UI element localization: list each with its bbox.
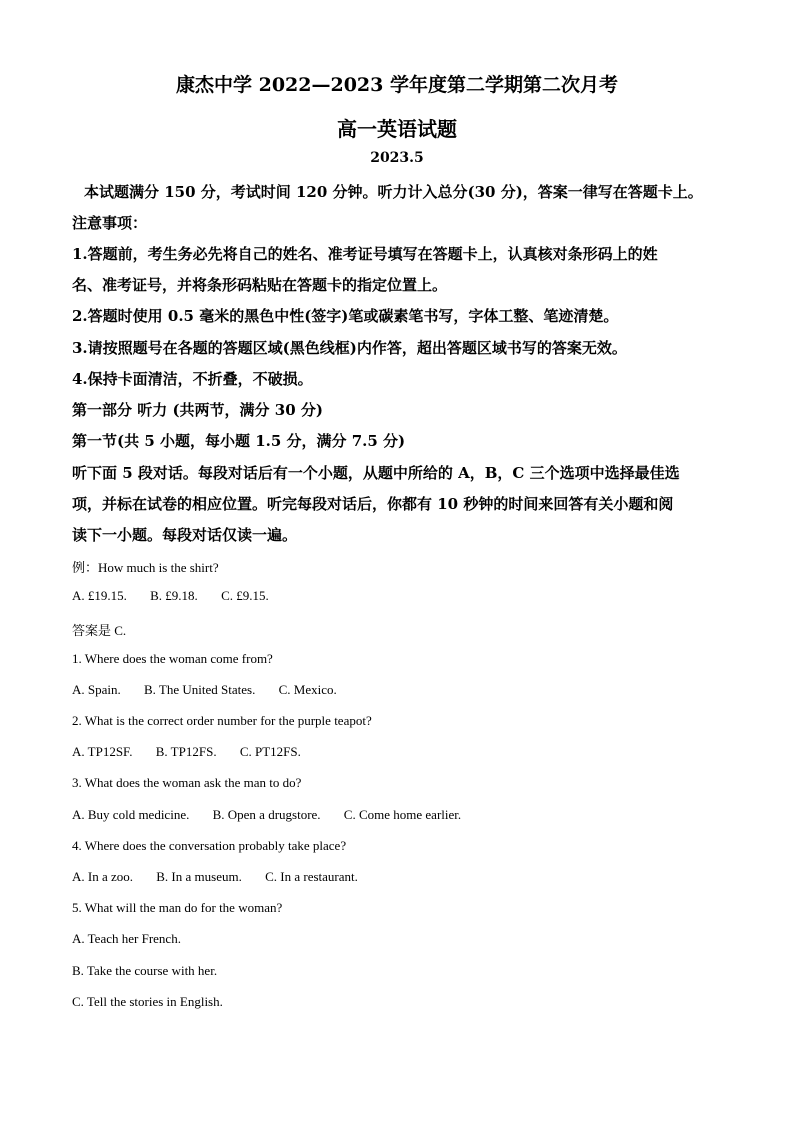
question-2-options	[72, 744, 301, 760]
question-2-option-a: A. TP12SF.	[72, 744, 133, 759]
question-3-option-c: C. Come home earlier.	[343, 807, 462, 822]
part-1-heading: 第一部分 听力 (共两节，满分 30 分)	[72, 401, 323, 419]
question-1: 1. Where does the woman come from?	[72, 651, 273, 666]
exam-info: 本试题满分 150 分，考试时间 120 分钟。听力计入总分(30 分)，答案一律写在答题卡上。	[84, 183, 703, 201]
example-option-a: A. £19.15.	[72, 588, 127, 603]
exam-date: 2023.5	[370, 150, 424, 166]
question-2-option-b: B. TP12FS.	[155, 744, 217, 759]
notice-heading: 注意事项：	[72, 214, 148, 232]
exam-subtitle: 高一英语试题	[337, 117, 457, 141]
rule-3: 3.请按照题号在各题的答题区域(黑色线框)内作答，超出答题区域书写的答案无效。	[72, 339, 627, 357]
example-option-b: B. £9.18.	[150, 588, 198, 603]
question-4-option-a: A. In a zoo.	[72, 869, 134, 884]
question-5-option-c: C. Tell the stories in English.	[72, 994, 223, 1009]
question-4: 4. Where does the conversation probably take place?	[72, 838, 347, 853]
question-1-option-b: B. The United States.	[144, 682, 256, 697]
question-4-option-c: C. In a restaurant.	[265, 869, 358, 884]
instructions-line-2: 项，并标在试卷的相应位置。听完每段对话后，你都有 10 秒钟的时间来回答有关小题和阅	[72, 495, 674, 513]
rule-1-line-2: 名、准考证号，并将条形码粘贴在答题卡的指定位置上。	[72, 276, 448, 294]
question-4-options	[72, 869, 358, 885]
exam-title: 康杰中学 2022—2023 学年度第二学期第二次月考	[176, 74, 618, 96]
example-question: 例：How much is the shirt?	[72, 560, 219, 575]
example-answer: 答案是 C.	[72, 623, 127, 638]
example-option-c: C. £9.15.	[221, 588, 269, 603]
rule-4: 4.保持卡面清洁，不折叠，不破损。	[72, 370, 313, 388]
example-options	[72, 588, 269, 604]
instructions-line-1: 听下面 5 段对话。每段对话后有一个小题，从题中所给的 A，B，C 三个选项中选择最佳选	[72, 464, 680, 482]
question-1-option-c: C. Mexico.	[278, 682, 337, 697]
question-3-options	[72, 807, 461, 823]
question-5-option-b: B. Take the course with her.	[72, 963, 218, 978]
rule-1-line-1: 1.答题前，考生务必先将自己的姓名、准考证号填写在答题卡上，认真核对条形码上的姓	[72, 245, 658, 263]
question-3: 3. What does the woman ask the man to do?	[72, 775, 302, 790]
question-5: 5. What will the man do for the woman?	[72, 900, 283, 915]
rule-2: 2.答题时使用 0.5 毫米的黑色中性(签字)笔或碳素笔书写，字体工整、笔迹清楚。	[72, 307, 619, 325]
question-5-option-a: A. Teach her French.	[72, 931, 181, 946]
question-3-option-a: A. Buy cold medicine.	[72, 807, 190, 822]
instructions-line-3: 读下一小题。每段对话仅读一遍。	[72, 526, 298, 544]
question-2-option-c: C. PT12FS.	[239, 744, 301, 759]
question-1-options	[72, 682, 337, 698]
section-1-heading: 第一节(共 5 小题，每小题 1.5 分，满分 7.5 分)	[72, 432, 406, 450]
question-2: 2. What is the correct order number for the purple teapot?	[72, 713, 372, 728]
question-4-option-b: B. In a museum.	[156, 869, 242, 884]
question-1-option-a: A. Spain.	[72, 682, 121, 697]
question-3-option-b: B. Open a drugstore.	[212, 807, 321, 822]
